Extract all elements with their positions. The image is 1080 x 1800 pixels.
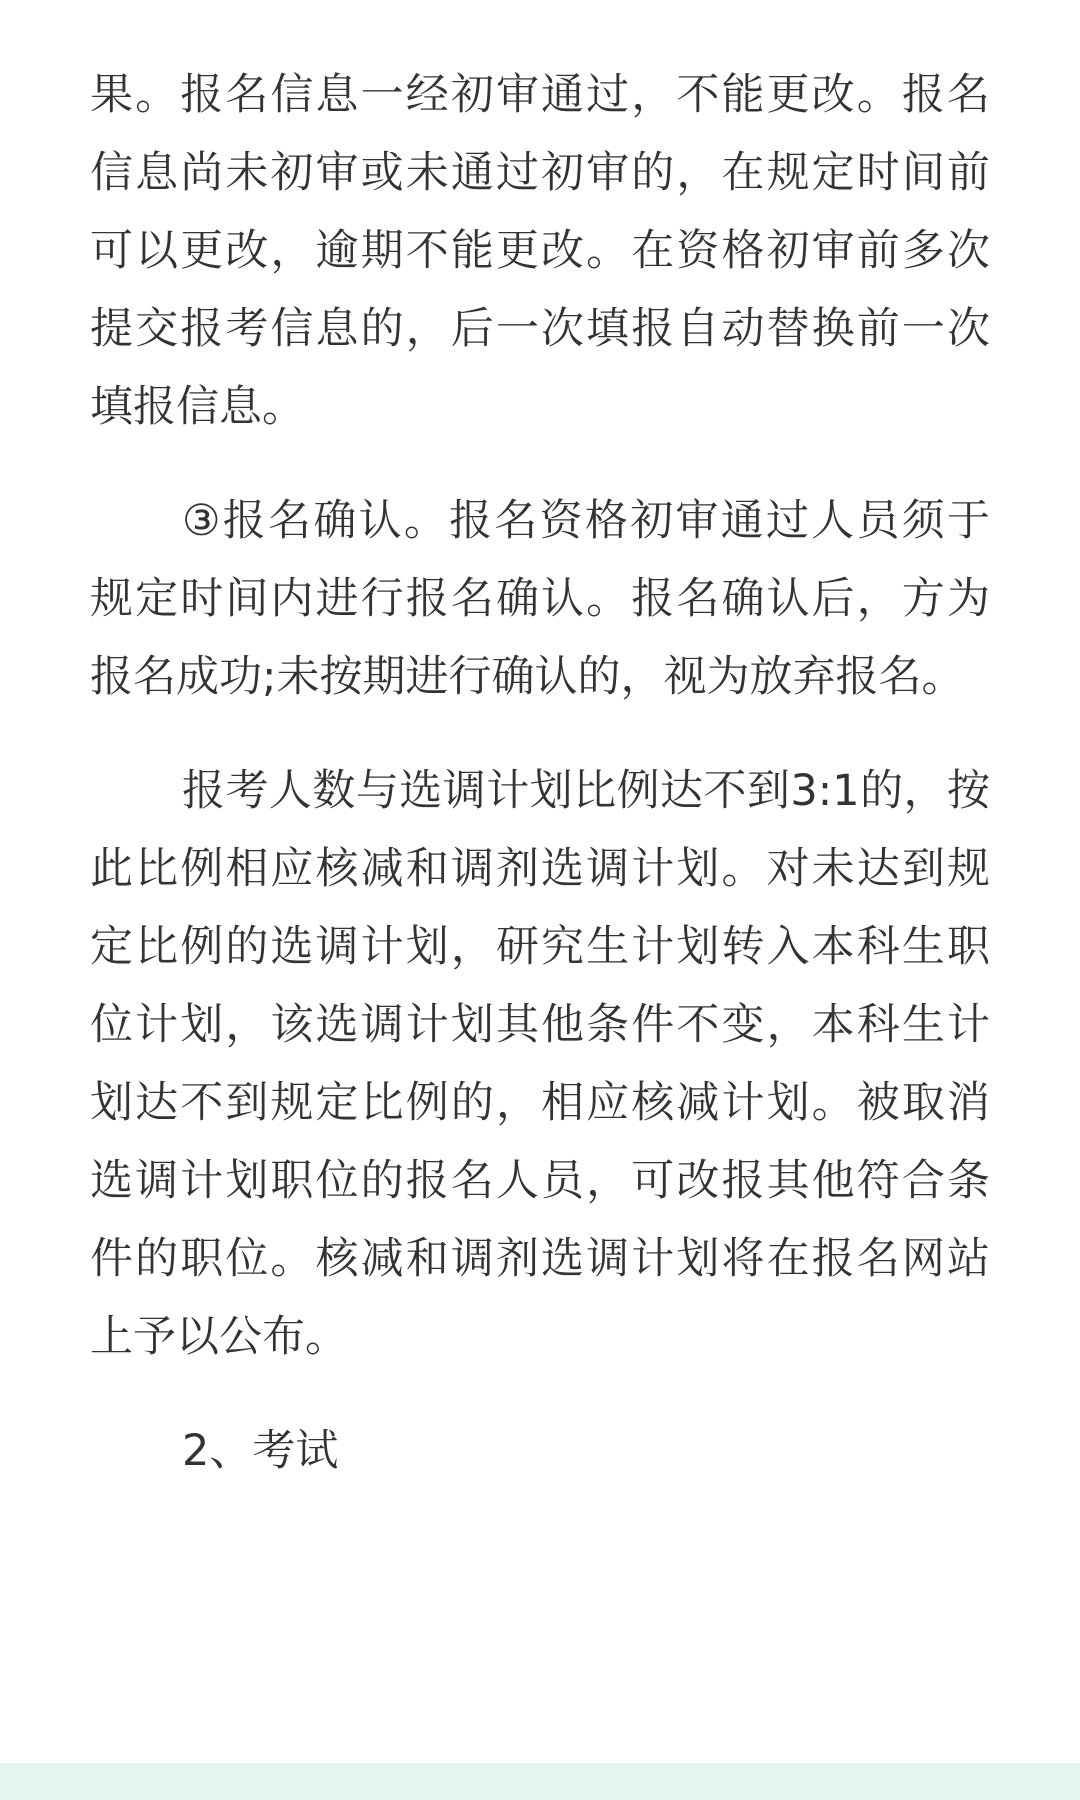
paragraph-registration-confirmation: ③报名确认。报名资格初审通过人员须于规定时间内进行报名确认。报名确认后，方为报名成功;未按期进行确认的，视为放弃报名。: [90, 496, 990, 702]
section-heading-exam: 2、考试: [182, 1426, 339, 1476]
bottom-bar: [0, 1763, 1080, 1800]
paragraph-quota-ratio: 报考人数与选调计划比例达不到3:1的，按此比例相应核减和调剂选调计划。对未达到规定比例的选调计划，研究生计划转入本科生职位计划，该选调计划其他条件不变，本科生计划达不到规定比例的，相应核减计划。被取消选调计划职位的报名人员，可改报其他符合条件的职位。核减和调剂选调计划将在报名网站上予以公布。: [90, 766, 990, 1362]
paragraph-registration-review: 果。报名信息一经初审通过，不能更改。报名信息尚未初审或未通过初审的，在规定时间前可以更改，逾期不能更改。在资格初审前多次提交报考信息的，后一次填报自动替换前一次填报信息。: [90, 70, 990, 432]
article-body: [90, 56, 990, 1490]
